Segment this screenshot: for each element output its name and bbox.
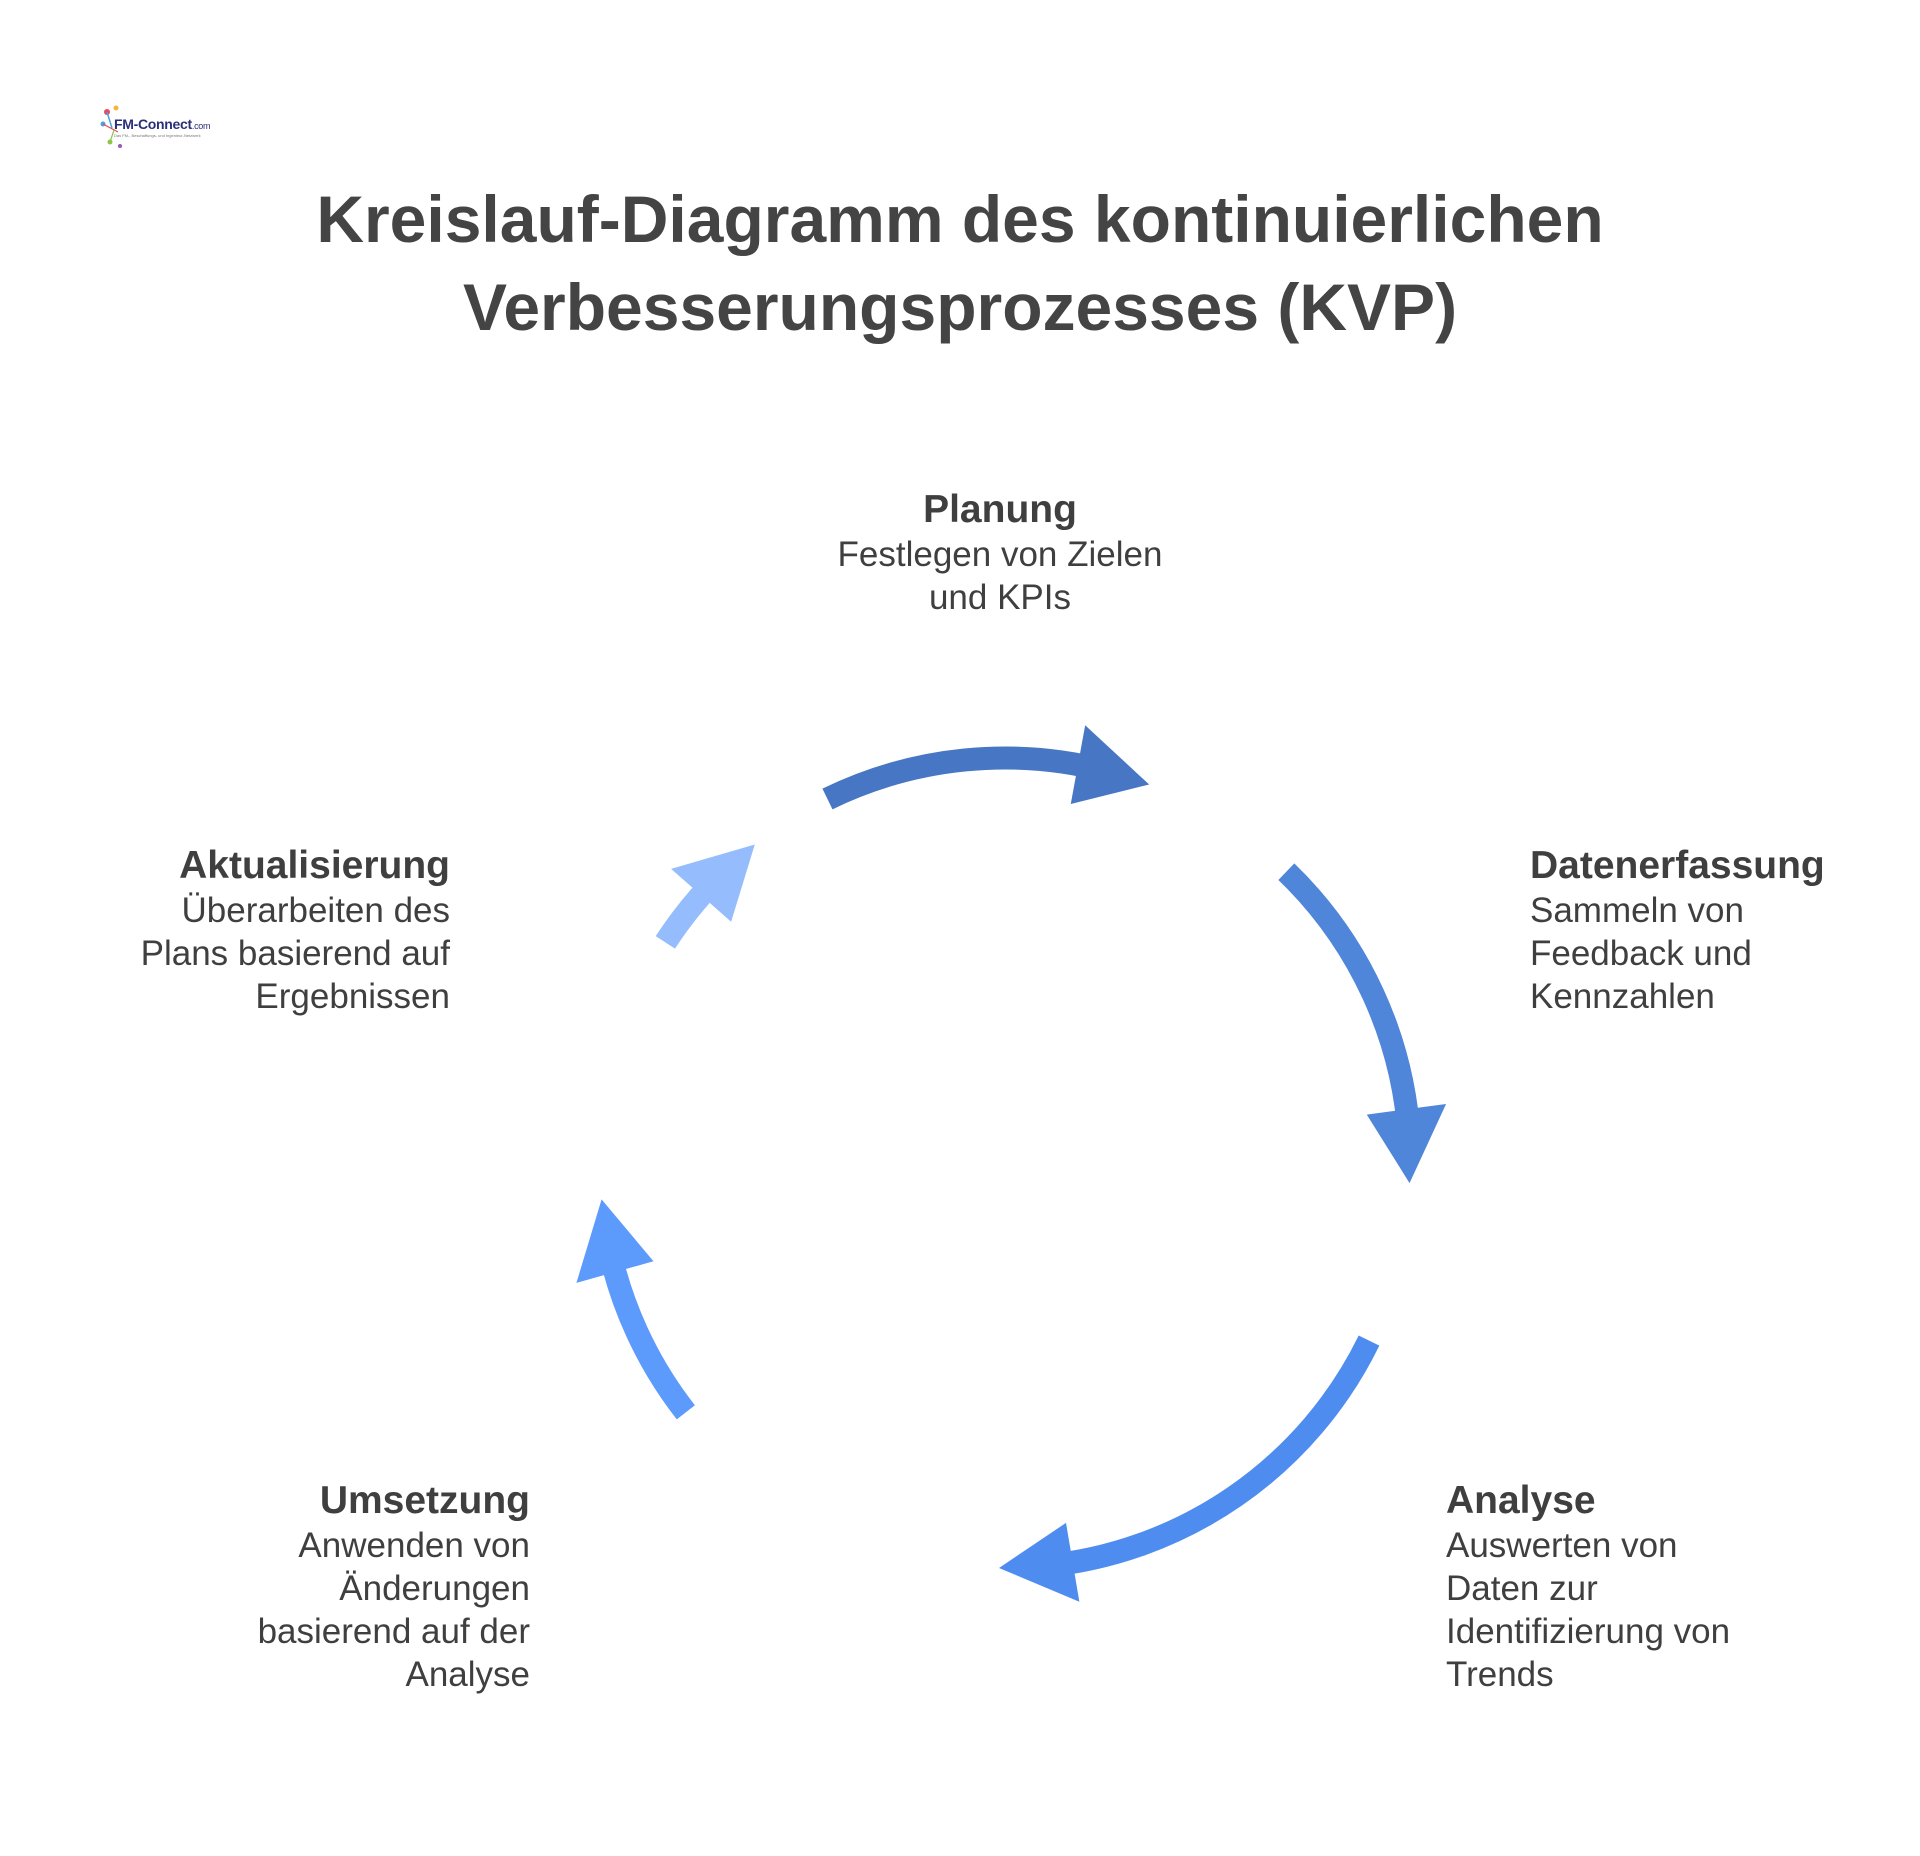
stage-datenerfassung-title: Datenerfassung [1530,844,1825,887]
stage-analyse-title: Analyse [1446,1479,1596,1522]
stage-analyse [1446,1477,1806,1696]
arrow-head-datenerfassung [1367,1104,1446,1183]
stage-umsetzung-desc-line-1: Anwenden von [298,1526,530,1565]
stage-umsetzung-desc-line-3: basierend auf der [257,1612,530,1651]
title-line-1: Kreislauf-Diagramm des kontinuierlichen [316,182,1604,256]
stage-datenerfassung-desc-line-1: Sammeln von [1530,891,1744,930]
stage-planung-desc-line-2: und KPIs [928,578,1072,617]
stage-analyse-desc-line-4: Trends [1446,1655,1554,1694]
stage-datenerfassung-desc-line-2: Feedback und [1530,934,1752,973]
stage-umsetzung-desc-line-2: Änderungen [339,1569,530,1608]
title-line-2: Verbesserungsprozesses (KVP) [462,270,1458,344]
stage-planung-desc-line-1: Festlegen von Zielen [837,535,1163,574]
cycle-arrow-planung [827,758,1107,799]
stage-aktualisierung-title: Aktualisierung [179,844,450,887]
stage-datenerfassung-desc-line-3: Kennzahlen [1530,977,1715,1016]
stage-aktualisierung-desc-line-1: Überarbeiten des [181,891,450,930]
stage-umsetzung-desc-line-4: Analyse [405,1655,530,1694]
stage-umsetzung [130,1477,530,1696]
logo-name: FM-Connect [114,116,192,132]
arrow-head-analyse [999,1523,1079,1602]
stage-umsetzung-title: Umsetzung [319,1479,530,1522]
stage-aktualisierung-desc-line-3: Ergebnissen [255,977,450,1016]
arrow-head-umsetzung [576,1199,653,1282]
stage-planung-title: Planung [923,488,1077,531]
logo-suffix: .com [191,121,211,131]
stage-aktualisierung [60,842,450,1018]
stage-analyse-desc-line-2: Daten zur [1446,1569,1598,1608]
stage-analyse-desc-line-3: Identifizierung von [1446,1612,1731,1651]
cycle-arrow-datenerfassung [1286,872,1409,1140]
stage-datenerfassung [1530,842,1890,1018]
arrow-head-planung [1071,725,1149,804]
logo-tagline: Das FM-, Beschaffungs- und Ingenieur-Netzwerk [114,133,201,138]
cycle-arrow-analyse [1042,1341,1369,1567]
stage-planung [780,486,1220,619]
stage-analyse-desc-line-1: Auswerten von [1446,1526,1678,1565]
stage-aktualisierung-desc-line-2: Plans basierend auf [140,934,450,973]
